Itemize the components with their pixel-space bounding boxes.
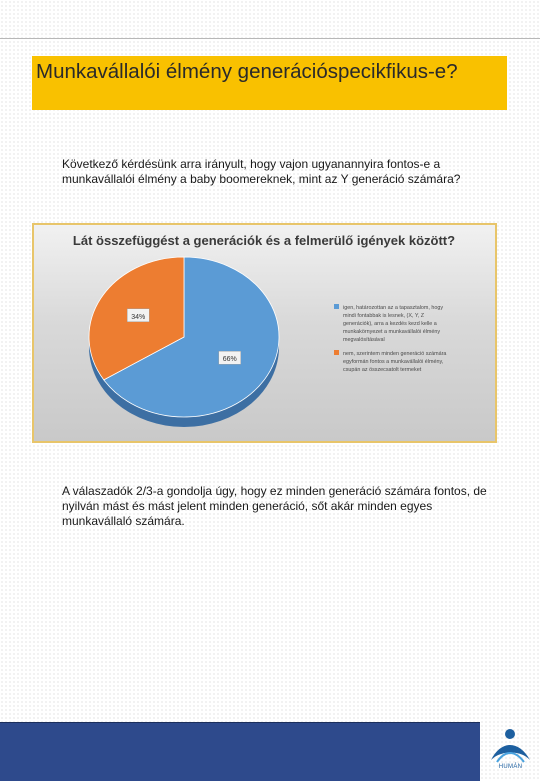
data-label-2: 34% [131,313,146,321]
pie-chart-canvas [34,225,495,441]
legend-label-2: nem, szerintem minden generáció számára egyformán fontos a munkavállalói élmény, csupán az összecsatolt termeket [343,351,447,373]
title-banner [32,56,507,110]
legend-swatch-2 [334,350,339,355]
company-logo [483,724,538,778]
chart-title: Lát összefüggést a generációk és a felmerülő igények között? [72,233,456,248]
slide-title: Munkavállalói élmény generációspecikfikus-e? [36,60,458,83]
logo-text: HUMÁN [498,764,523,770]
pie-chart [32,223,497,443]
conclusion-paragraph: A válaszadók 2/3-a gondolja úgy, hogy ez minden generáció számára fontos, de nyilván mást és mást jelent minden generáció, sőt akár minden egyes munkavállaló számára. [62,484,487,528]
logo-icon [483,724,538,766]
intro-paragraph: Következő kérdésünk arra irányult, hogy vajon ugyanannyira fontos-e a munkavállalói élmény a baby boomereknek, mint az Y generáció számára? [62,157,461,186]
legend-label-1: igen, határozottan az a tapasztalom, hogy mindi fontabbak is lesnek, (X, Y, Z generációk), arra a kezdés kezd kelle a munkakörnyezet a munkavállalói élmény megvalósításával [343,305,444,343]
data-label-1: 66% [222,356,237,364]
legend-swatch-1 [334,304,339,309]
footer-bar [0,722,480,781]
top-divider [0,38,540,39]
